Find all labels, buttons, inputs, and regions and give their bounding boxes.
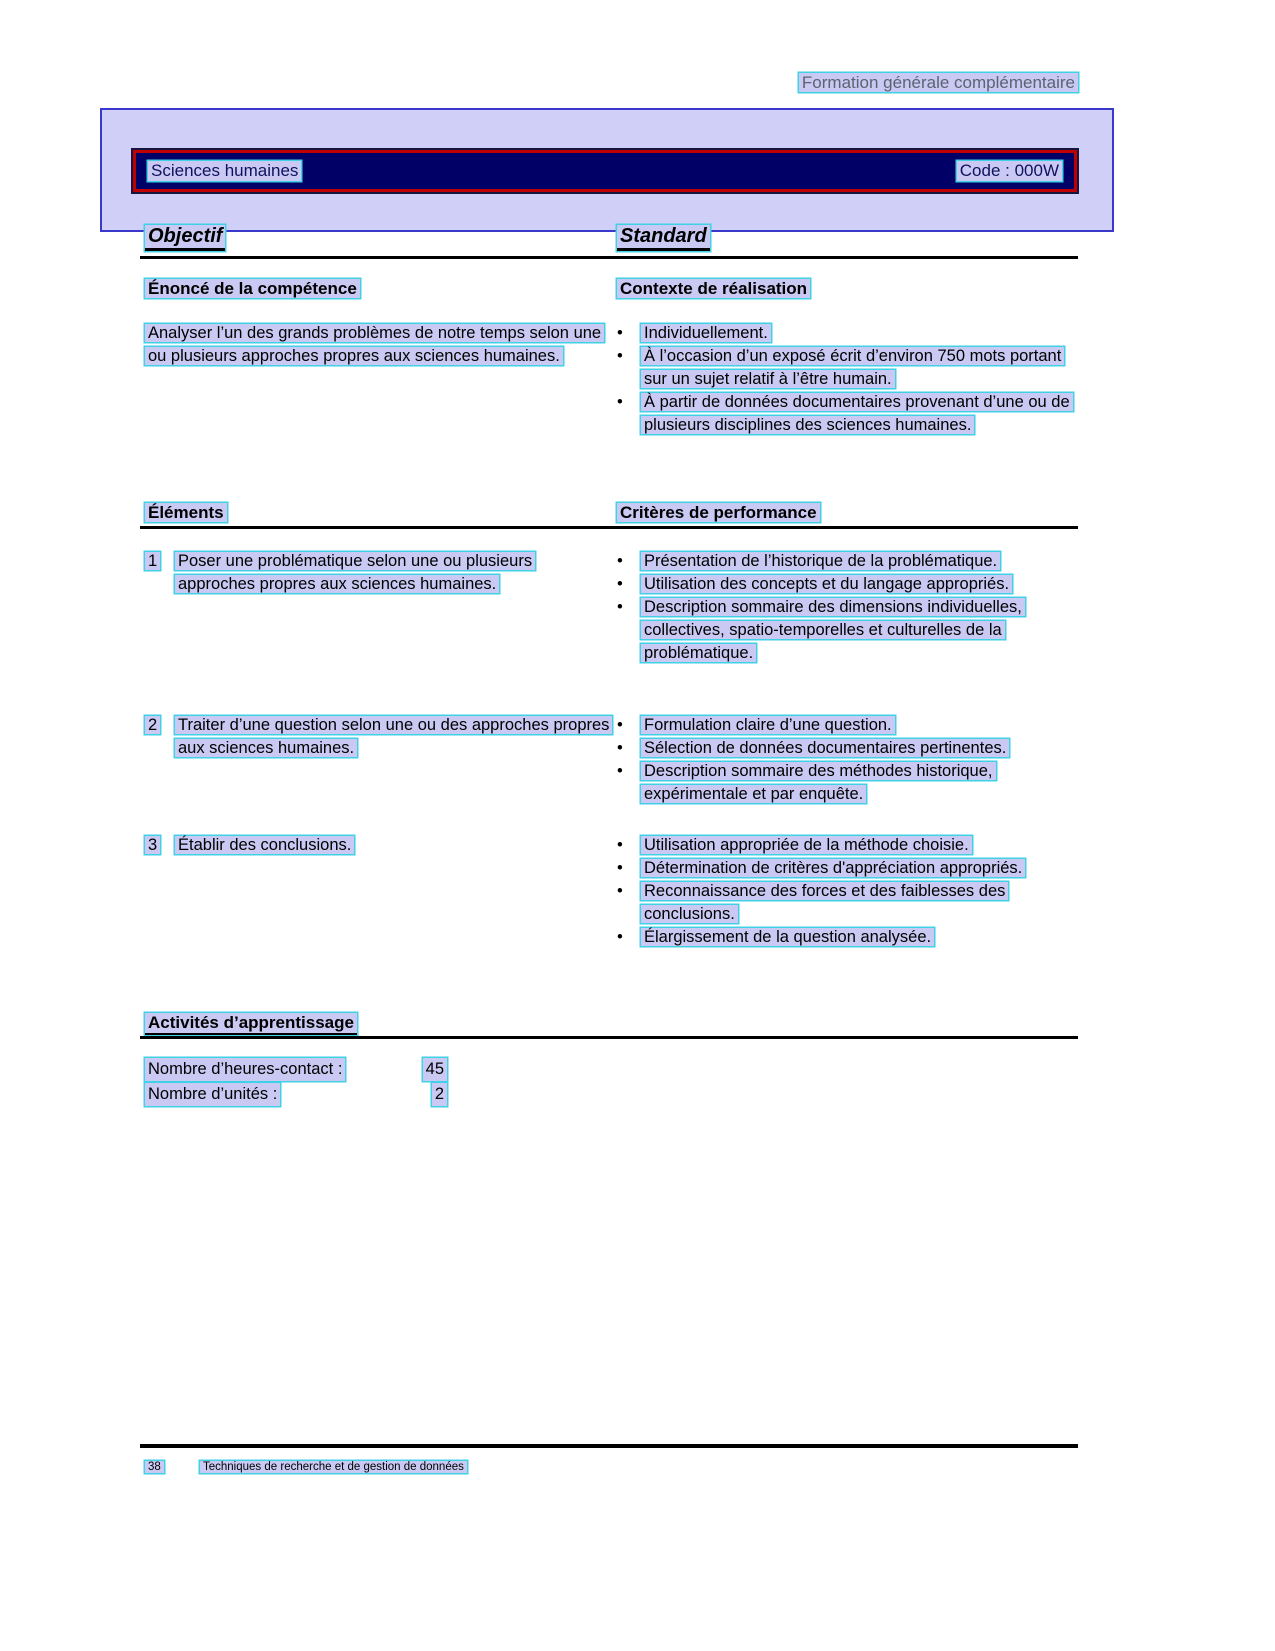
context-item [617,391,1082,437]
objectif-header-text: Objectif [145,225,225,251]
context-item [617,345,1082,391]
element-number: 1 [145,552,160,570]
contexte-header-text: Contexte de réalisation [617,279,810,298]
context-item-text: À l’occasion d’un exposé écrit d’environ 750 mots portant sur un sujet relatif à l’être humain. [641,347,1064,388]
criteria-item [617,573,1082,596]
context-item-text: À partir de données documentaires provenant d’une ou de plusieurs disciplines des sciences humaines. [641,393,1073,434]
course-code: Code : 000W [957,161,1062,181]
bullet-icon: • [617,739,623,757]
criteria-text: Description sommaire des dimensions individuelles, collectives, spatio-temporelles et culturelles de la problématique. [641,598,1025,662]
criteria-item [617,596,1082,665]
bullet-icon: • [617,716,623,734]
activites-header-text: Activités d’apprentissage [145,1013,357,1035]
criteria-group-2 [617,714,1082,806]
bullet-icon: • [617,575,623,593]
objectif-header [145,224,613,248]
competence-text: Analyser l’un des grands problèmes de notre temps selon une ou plusieurs approches propres aux sciences humaines. [145,324,604,365]
criteria-item [617,737,1082,760]
activites-label: Nombre d’heures-contact : [145,1058,345,1081]
criteria-text: Sélection de données documentaires pertinentes. [641,739,1009,757]
criteria-text: Reconnaissance des forces et des faiblesses des conclusions. [641,882,1008,923]
bullet-icon: • [617,762,623,780]
element-text: Établir des conclusions. [175,836,354,854]
criteria-text: Détermination de critères d'appréciation appropriés. [641,859,1025,877]
bullet-icon: • [617,552,623,570]
activites-row [145,1058,447,1081]
footer-page-number [145,1460,164,1475]
criteria-item [617,714,1082,737]
bullet-icon: • [617,882,623,900]
contexte-header [617,278,1082,300]
competence-paragraph [145,322,613,368]
criteria-item [617,857,1082,880]
standard-header [617,224,1082,248]
activites-value: 2 [432,1083,447,1106]
criteres-header-text: Critères de performance [617,503,820,522]
criteria-item [617,550,1082,573]
criteria-item [617,760,1082,806]
criteria-text: Élargissement de la question analysée. [641,928,934,946]
criteria-text: Présentation de l’historique de la problématique. [641,552,1000,570]
footer-page-number-text: 38 [145,1461,164,1473]
criteria-text: Utilisation des concepts et du langage appropriés. [641,575,1012,593]
bullet-icon: • [617,598,623,616]
bullet-icon: • [617,393,623,411]
criteria-item [617,834,1082,857]
elements-header-text: Éléments [145,503,227,522]
subject-title-bar [133,150,1077,192]
element-item-3 [145,834,613,857]
section-divider-activites [140,1036,1078,1039]
footer-title [200,1460,467,1475]
criteres-header [617,502,1082,524]
context-item [617,322,1082,345]
competence-header-text: Énoncé de la compétence [145,279,360,298]
bullet-icon: • [617,859,623,877]
footer-divider [140,1444,1078,1448]
bullet-icon: • [617,324,623,342]
criteria-item [617,880,1082,926]
criteria-group-3 [617,834,1082,949]
activites-row [145,1083,447,1106]
subject-frame [100,108,1114,232]
context-item-text: Individuellement. [641,324,771,342]
bullet-icon: • [617,928,623,946]
criteria-text: Formulation claire d’une question. [641,716,895,734]
element-number: 2 [145,716,160,734]
standard-header-text: Standard [617,225,710,251]
bullet-icon: • [617,347,623,365]
footer-title-text: Techniques de recherche et de gestion de données [200,1461,467,1473]
criteria-text: Utilisation appropriée de la méthode choisie. [641,836,972,854]
subject-title: Sciences humaines [148,161,301,181]
criteria-group-1 [617,550,1082,665]
activites-table [145,1058,447,1108]
element-text: Poser une problématique selon une ou plusieurs approches propres aux sciences humaines. [175,552,535,593]
elements-header [145,502,613,524]
element-item-1 [145,550,613,596]
activites-header [145,1012,745,1034]
section-divider-top [140,256,1078,259]
activites-label: Nombre d’unités : [145,1083,280,1106]
running-header [140,72,1078,94]
activites-value: 45 [423,1058,447,1081]
section-divider-elements [140,526,1078,529]
element-item-2 [145,714,613,760]
element-text: Traiter d’une question selon une ou des approches propres aux sciences humaines. [175,716,612,757]
element-number: 3 [145,836,160,854]
criteria-item [617,926,1082,949]
contexte-list [617,322,1082,437]
competence-header [145,278,613,300]
criteria-text: Description sommaire des méthodes historique, expérimentale et par enquête. [641,762,996,803]
running-header-text: Formation générale complémentaire [799,73,1078,92]
bullet-icon: • [617,836,623,854]
